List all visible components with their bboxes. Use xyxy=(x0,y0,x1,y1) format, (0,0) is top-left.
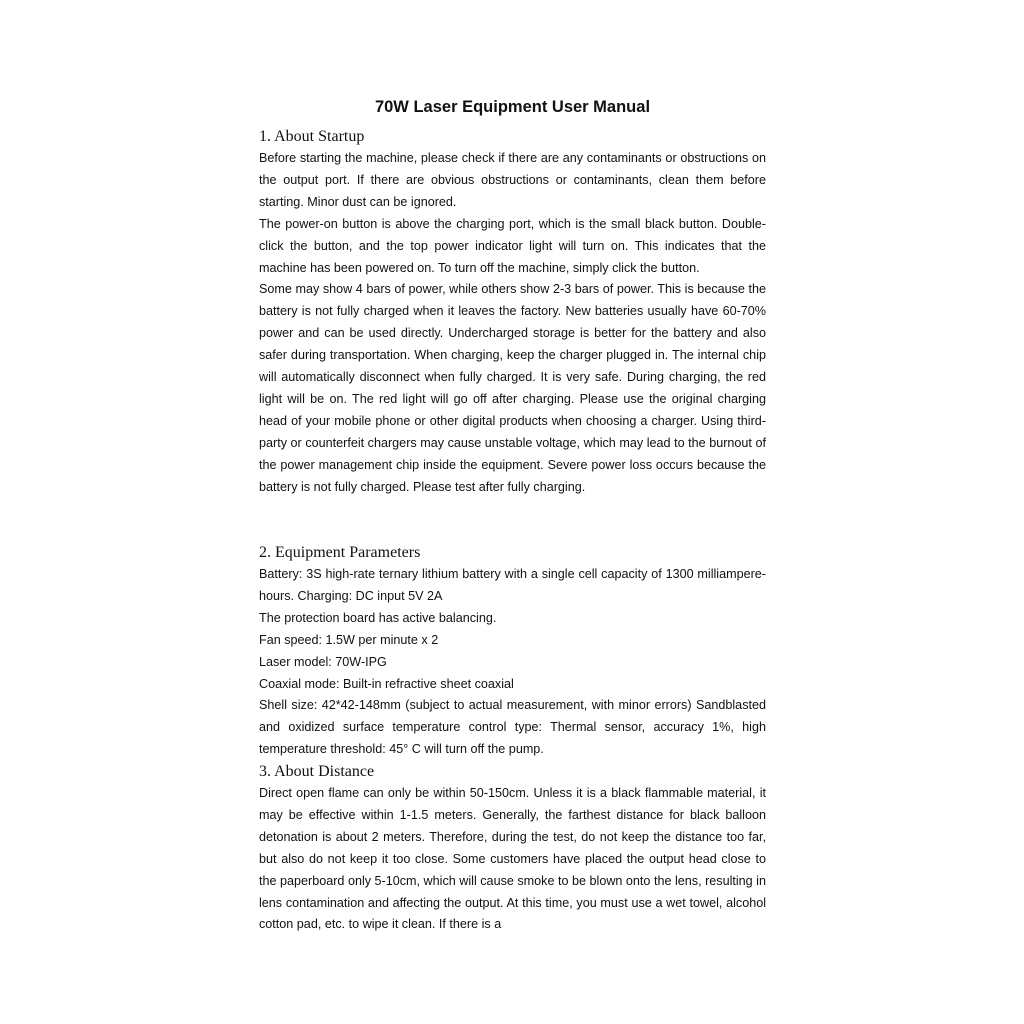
section-heading: 3. About Distance xyxy=(259,763,375,780)
section-about-distance xyxy=(259,761,766,936)
section-equipment-parameters xyxy=(259,542,766,761)
paragraph: Shell size: 42*42-148mm (subject to actual measurement, with minor errors) Sandblasted and oxidized surface temperature control type: Thermal sensor, accuracy 1%, high temperature threshold: 45° C will turn off the pump. xyxy=(259,698,766,757)
paragraph: Before starting the machine, please check if there are any contaminants or obstructions on the output port. If there are obvious obstructions or contaminants, clean them before starting. Minor dust can be ignored. xyxy=(259,151,766,209)
paragraph: The power-on button is above the charging port, which is the small black button. Double-click the button, and the top power indicator light will turn on. This indicates that the machine has been powered on. To turn off the machine, simply click the button. xyxy=(259,216,766,275)
section-heading: 1. About Startup xyxy=(259,128,365,145)
paragraph: Some may show 4 bars of power, while others show 2-3 bars of power. This is because the battery is not fully charged when it leaves the factory. New batteries usually have 60-70% power and can be used directly. Undercharged storage is better for the battery and also safer during transportation. When charging, keep the charger plugged in. The internal chip will automatically disconnect when fully charged. It is very safe. During charging, the red light will be on. The red light will go off after charging. Please use the original charging head of your mobile phone or other digital products when choosing a charger. Using third-party or counterfeit chargers may cause unstable voltage, which may lead to the burnout of the power management chip inside the equipment. Severe power loss occurs because the battery is not fully charged. Please test after fully charging. xyxy=(259,282,766,494)
paragraph: Fan speed: 1.5W per minute x 2 xyxy=(259,632,439,647)
section-heading: 2. Equipment Parameters xyxy=(259,544,421,561)
paragraph: Direct open flame can only be within 50-150cm. Unless it is a black flammable material, it may be effective within 1-1.5 meters. Generally, the farthest distance for black balloon detonation is about 2 meters. Therefore, during the test, do not keep the distance too far, but also do not keep it too close. Some customers have placed the output head close to the paperboard only 5-10cm, which will cause smoke to be blown onto the lens, resulting in lens contamination and affecting the output. At this time, you must use a wet towel, alcohol cotton pad, etc. to wipe it clean. If there is a xyxy=(259,786,766,932)
paragraph: Laser model: 70W-IPG xyxy=(259,654,387,669)
paragraph: Battery: 3S high-rate ternary lithium battery with a single cell capacity of 1300 milliampere-hours. Charging: DC input 5V 2A xyxy=(259,567,766,603)
section-about-startup xyxy=(259,126,766,499)
paragraph: The protection board has active balancing. xyxy=(259,610,497,625)
paragraph: Coaxial mode: Built-in refractive sheet coaxial xyxy=(259,676,514,691)
document-title: 70W Laser Equipment User Manual xyxy=(374,98,651,116)
